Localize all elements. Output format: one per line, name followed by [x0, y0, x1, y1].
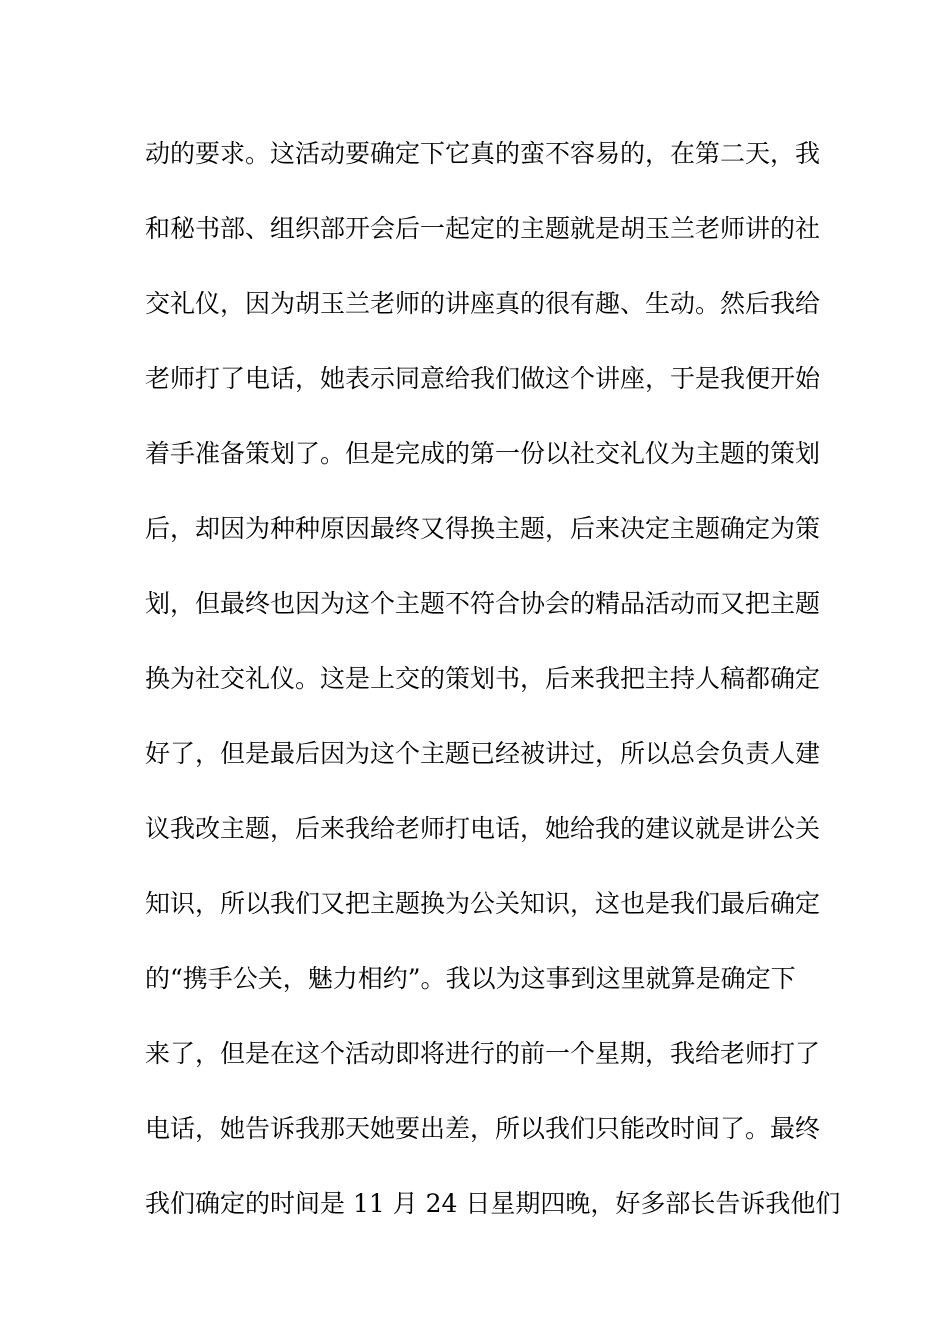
- text-line: 好了，但是最后因为这个主题已经被讲过，所以总会负责人建: [145, 739, 821, 768]
- text-line: 来了，但是在这个活动即将进行的前一个星期，我给老师打了: [145, 1039, 821, 1068]
- text-line: 议我改主题，后来我给老师打电话，她给我的建议就是讲公关: [145, 814, 821, 843]
- document-body: [145, 130, 841, 1255]
- text-line: 换为社交礼仪。这是上交的策划书，后来我把主持人稿都确定: [145, 664, 821, 693]
- text-line: 的“携手公关，魅力相约”。我以为这事到这里就算是确定下: [145, 964, 796, 993]
- text-line: 着手准备策划了。但是完成的第一份以社交礼仪为主题的策划: [145, 439, 821, 468]
- text-line: 和秘书部、组织部开会后一起定的主题就是胡玉兰老师讲的社: [145, 214, 821, 243]
- text-line: 交礼仪，因为胡玉兰老师的讲座真的很有趣、生动。然后我给: [145, 289, 821, 318]
- text-line: 知识，所以我们又把主题换为公关知识，这也是我们最后确定: [145, 889, 821, 918]
- text-line: 电话，她告诉我那天她要出差，所以我们只能改时间了。最终: [145, 1114, 821, 1143]
- text-line: 我们确定的时间是 11 月 24 日星期四晚，好多部长告诉我他们: [145, 1189, 841, 1218]
- text-line: 后，却因为种种原因最终又得换主题，后来决定主题确定为策: [145, 514, 821, 543]
- text-line: 老师打了电话，她表示同意给我们做这个讲座，于是我便开始: [145, 364, 821, 393]
- text-line: 动的要求。这活动要确定下它真的蛮不容易的，在第二天，我: [145, 139, 821, 168]
- text-line: 划，但最终也因为这个主题不符合协会的精品活动而又把主题: [145, 589, 821, 618]
